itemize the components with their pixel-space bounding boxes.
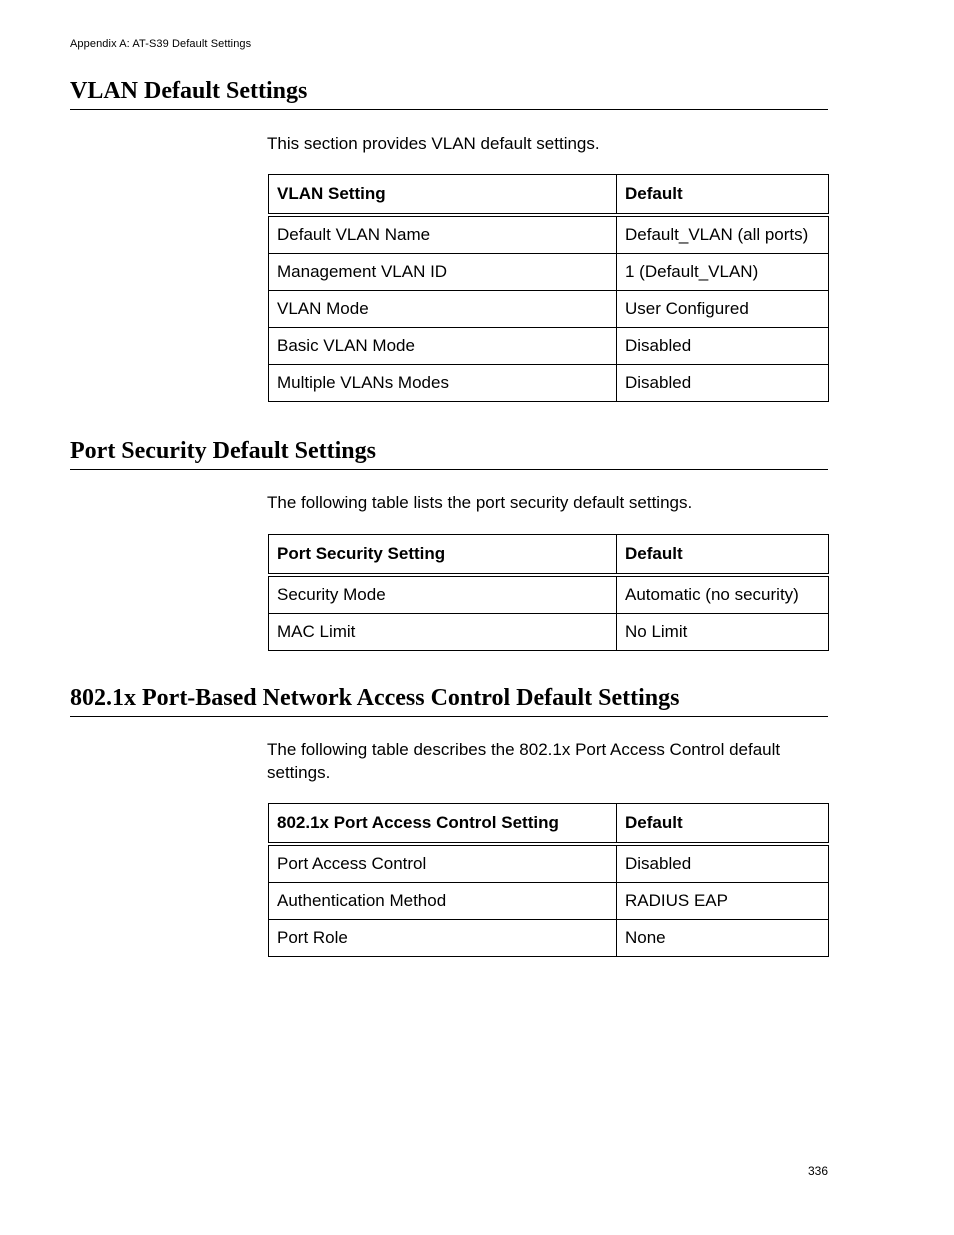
setting-cell: Default VLAN Name	[269, 215, 617, 254]
dot1x-section-title: 802.1x Port-Based Network Access Control Default Settings	[70, 684, 828, 717]
dot1x-intro: The following table describes the 802.1x Port Access Control default settings.	[267, 740, 781, 782]
vlan-settings-table	[268, 174, 829, 402]
table-row	[269, 254, 829, 291]
table-row	[269, 328, 829, 365]
default-cell: Disabled	[617, 365, 829, 402]
table-row	[269, 920, 829, 957]
setting-cell: Basic VLAN Mode	[269, 328, 617, 365]
default-cell: 1 (Default_VLAN)	[617, 254, 829, 291]
table-row	[269, 365, 829, 402]
column-header-default: Default	[617, 804, 829, 845]
default-cell: Automatic (no security)	[617, 575, 829, 614]
column-header-setting: 802.1x Port Access Control Setting	[269, 804, 617, 845]
default-cell: None	[617, 920, 829, 957]
setting-cell: MAC Limit	[269, 614, 617, 651]
setting-cell: Multiple VLANs Modes	[269, 365, 617, 402]
vlan-section-title: VLAN Default Settings	[70, 77, 828, 110]
dot1x-settings-table	[268, 803, 829, 957]
default-cell: RADIUS EAP	[617, 883, 829, 920]
port-security-intro: The following table lists the port security default settings.	[267, 493, 693, 512]
setting-cell: VLAN Mode	[269, 291, 617, 328]
setting-cell: Port Access Control	[269, 844, 617, 883]
default-cell: Default_VLAN (all ports)	[617, 215, 829, 254]
setting-cell: Port Role	[269, 920, 617, 957]
vlan-intro: This section provides VLAN default settings.	[267, 134, 600, 153]
table-header-row	[269, 535, 829, 576]
page-number: 336	[808, 1164, 829, 1178]
default-cell: User Configured	[617, 291, 829, 328]
column-header-default: Default	[617, 175, 829, 216]
table-row	[269, 883, 829, 920]
column-header-setting: Port Security Setting	[269, 535, 617, 576]
port-security-section-title: Port Security Default Settings	[70, 437, 828, 470]
setting-cell: Authentication Method	[269, 883, 617, 920]
port-security-settings-table	[268, 534, 829, 651]
setting-cell: Management VLAN ID	[269, 254, 617, 291]
table-row	[269, 844, 829, 883]
table-row	[269, 215, 829, 254]
default-cell: Disabled	[617, 328, 829, 365]
running-header: Appendix A: AT-S39 Default Settings	[70, 38, 252, 50]
default-cell: No Limit	[617, 614, 829, 651]
setting-cell: Security Mode	[269, 575, 617, 614]
table-row	[269, 614, 829, 651]
table-row	[269, 575, 829, 614]
table-header-row	[269, 175, 829, 216]
table-header-row	[269, 804, 829, 845]
column-header-default: Default	[617, 535, 829, 576]
default-cell: Disabled	[617, 844, 829, 883]
table-row	[269, 291, 829, 328]
column-header-setting: VLAN Setting	[269, 175, 617, 216]
